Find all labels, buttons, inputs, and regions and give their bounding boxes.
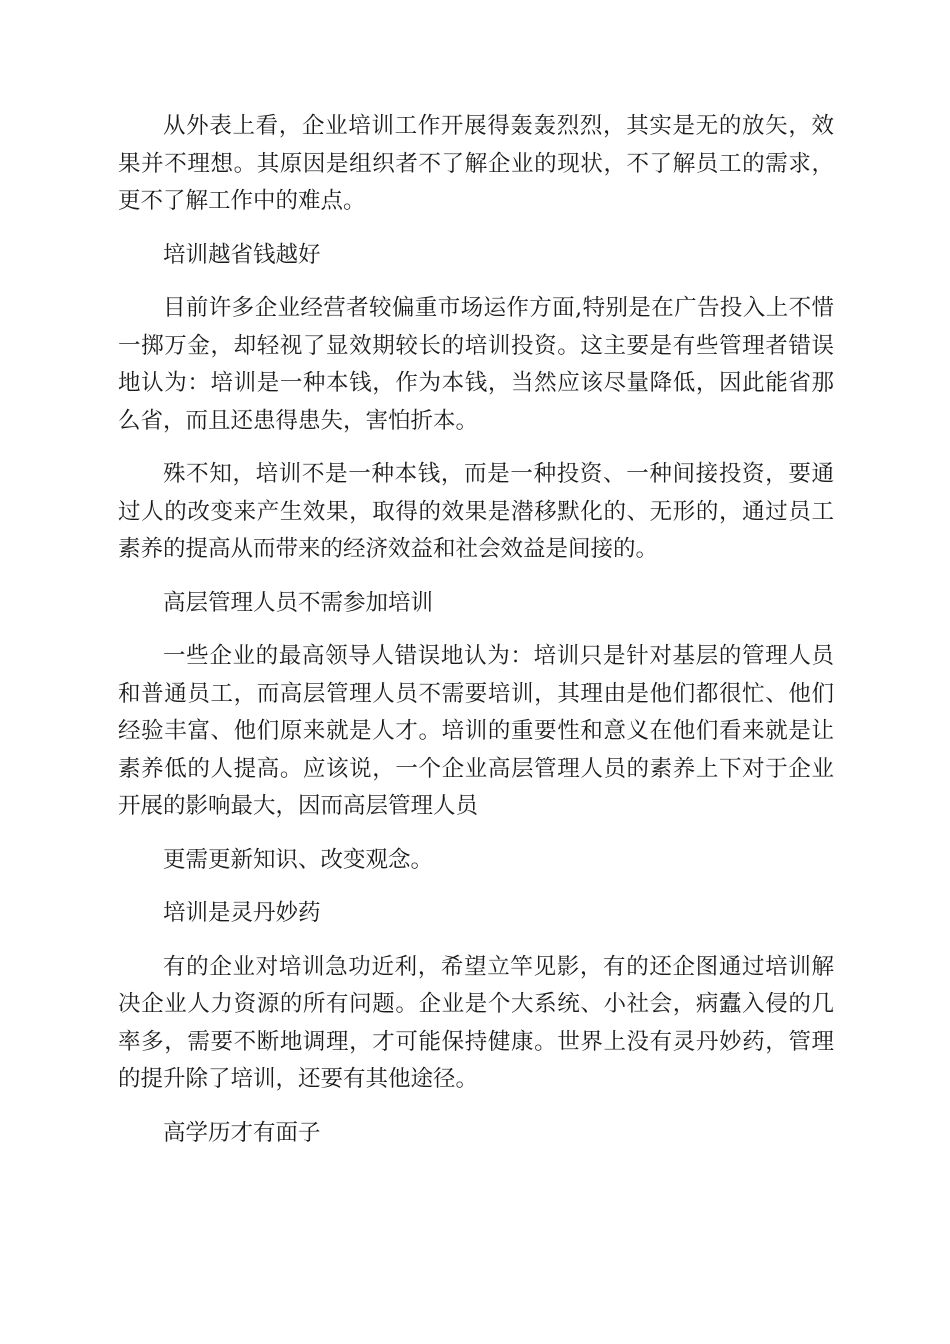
heading-panacea: 培训是灵丹妙药 [163, 900, 321, 926]
paragraph-investment-view: 目前许多企业经营者较偏重市场运作方面,特别是在广告投入上不惜一掷万金，却轻视了显效期较长的培训投资。这主要是有些管理者错误地认为：培训是一种本钱，作为本钱，当然应该尽量降低，因此能省那么省，而且还患得患失，害怕折本。 [118, 295, 834, 434]
paragraph-indirect-investment: 殊不知，培训不是一种本钱，而是一种投资、一种间接投资，要通过人的改变来产生效果，取得的效果是潜移默化的、无形的，通过员工素养的提高从而带来的经济效益和社会效益是间接的。 [118, 461, 834, 562]
paragraph-senior-managers: 一些企业的最高领导人错误地认为：培训只是针对基层的管理人员和普通员工，而高层管理人员不需要培训，其理由是他们都很忙、他们经验丰富、他们原来就是人才。培训的重要性和意义在他们看来就是让素养低的人提高。应该说，一个企业高层管理人员的素养上下对于企业开展的影响最大，因而高层管理人员 [118, 643, 834, 819]
paragraph-training-effect: 从外表上看，企业培训工作开展得轰轰烈烈，其实是无的放矢，效果并不理想。其原因是组织者不了解企业的现状，不了解员工的需求，更不了解工作中的难点。 [118, 113, 834, 214]
heading-saving-money: 培训越省钱越好 [163, 241, 321, 268]
document-body [118, 108, 834, 1168]
paragraph-update-knowledge: 更需更新知识、改变观念。 [163, 846, 434, 873]
paragraph-panacea: 有的企业对培训急功近利，希望立竿见影，有的还企图通过培训解决企业人力资源的所有问题。企业是个大系统、小社会，病蠹入侵的几率多，需要不断地调理，才可能保持健康。世界上没有灵丹妙药，管理的提升除了培训，还要有其他途径。 [118, 953, 834, 1092]
heading-high-education: 高学历才有面子 [163, 1119, 321, 1146]
heading-senior-managers: 高层管理人员不需参加培训 [163, 589, 434, 616]
